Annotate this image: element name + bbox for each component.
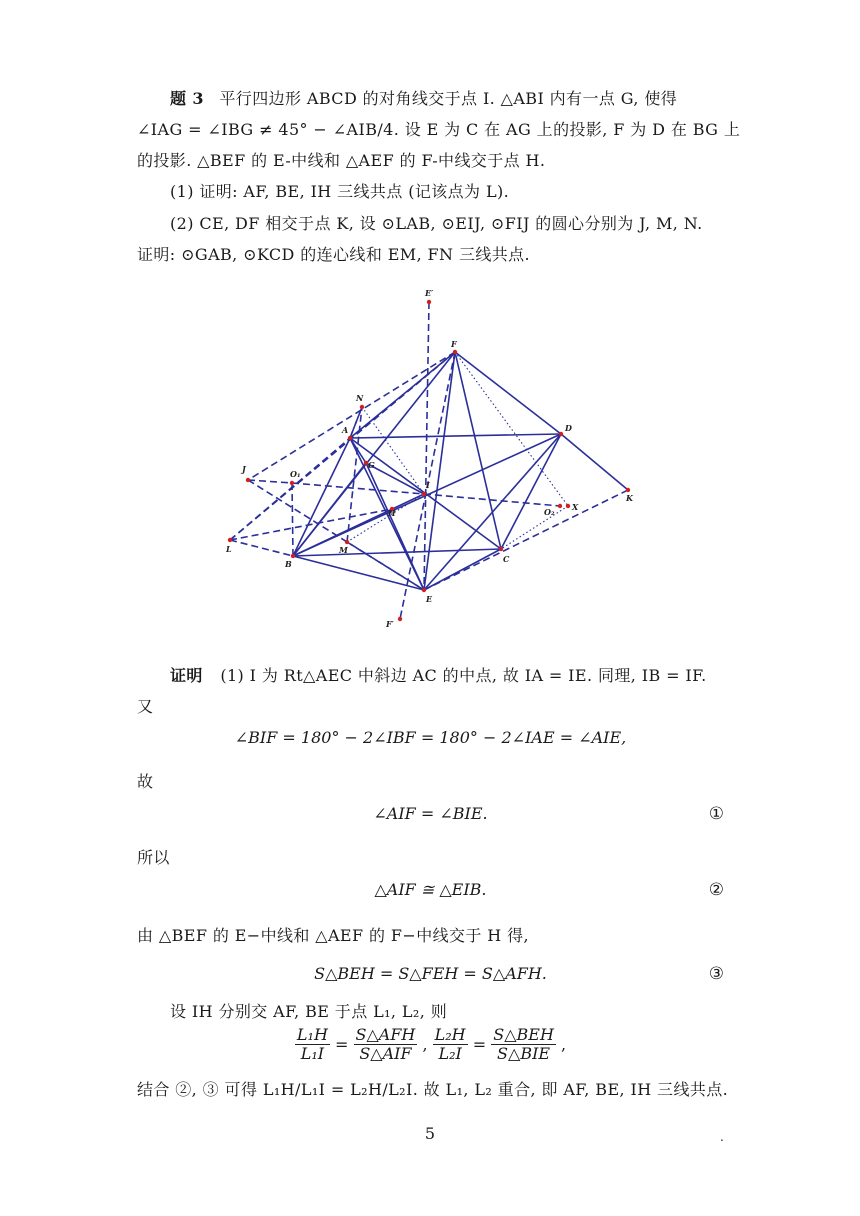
equation-2-number: ① bbox=[708, 804, 724, 824]
segment-X-C bbox=[501, 506, 568, 549]
point-X bbox=[566, 504, 570, 508]
segment-E′-E bbox=[424, 302, 429, 590]
fraction-2-den: S△AIF bbox=[359, 1044, 412, 1063]
proof-line-1 bbox=[170, 665, 724, 687]
problem-label: 题 3 bbox=[170, 89, 204, 108]
problem-part-2b: 证明: ⊙GAB, ⊙KCD 的连心线和 EM, FN 三线共点. bbox=[137, 245, 531, 264]
geometry-figure bbox=[0, 280, 860, 640]
equation-3: △AIF ≅ △EIB. bbox=[374, 880, 487, 899]
point-I bbox=[422, 492, 426, 496]
point-label-O₁: O₁ bbox=[290, 469, 301, 479]
point-E′ bbox=[427, 300, 431, 304]
problem-line-2: ∠IAG = ∠IBG ≠ 45° − ∠AIB/4. 设 E 为 C 在 AG 上的投影, F 为 D 在 BG 上 bbox=[137, 120, 741, 139]
problem-part-2a: (2) CE, DF 相交于点 K, 设 ⊙LAB, ⊙EIJ, ⊙FIJ 的圆心分别为 J, M, N. bbox=[170, 214, 703, 233]
page-number: 5 bbox=[424, 1124, 436, 1143]
fraction-4-num: S△BEH bbox=[493, 1025, 554, 1044]
point-label-H: H bbox=[388, 508, 396, 518]
point-N bbox=[360, 405, 364, 409]
point-M bbox=[345, 540, 349, 544]
fraction-3-den: L₂I bbox=[438, 1044, 462, 1063]
point-label-C: C bbox=[503, 554, 510, 564]
fraction-1-den: L₁I bbox=[300, 1044, 325, 1063]
point-label-N: N bbox=[356, 393, 364, 403]
segment-I-O₂ bbox=[424, 494, 560, 506]
point-C bbox=[499, 547, 503, 551]
segment-F-J bbox=[248, 352, 455, 480]
point-label-O₂: O₂ bbox=[544, 507, 555, 517]
proof-line-3: 设 IH 分别交 AF, BE 于点 L₁, L₂, 则 bbox=[170, 1002, 448, 1021]
fraction-1-num: L₁H bbox=[296, 1025, 328, 1044]
segment-E-D bbox=[424, 434, 561, 590]
segment-O₁-I bbox=[292, 483, 424, 494]
point-D bbox=[559, 432, 563, 436]
point-label-D: D bbox=[565, 423, 572, 433]
segment-A-D bbox=[350, 434, 561, 438]
proof-label: 证明 bbox=[170, 666, 203, 685]
point-label-E′: E′ bbox=[425, 288, 434, 298]
equation-5: $\frac{\text{L₁H}}{\text{L₁I}}$ = $\frac{\text{S△AFH}}{\text{S△AIF}}$ , $\frac{\text{L₂H}}{\text{L₂I}}$ = $\frac{\text{S△BEH}}{\text{S△BIE}}$ , bbox=[296, 1025, 567, 1063]
equation-1: ∠BIF = 180° − 2∠IBF = 180° − 2∠IAE = ∠AIE, bbox=[234, 728, 627, 747]
point-O₂ bbox=[558, 504, 562, 508]
proof-suoyi: 所以 bbox=[137, 848, 170, 867]
fraction-3-num: L₂H bbox=[434, 1025, 466, 1044]
segment-F-X bbox=[455, 352, 568, 506]
point-label-F′: F′ bbox=[386, 619, 394, 629]
point-label-E: E bbox=[426, 594, 433, 604]
point-F bbox=[453, 350, 457, 354]
fraction-2-num: S△AFH bbox=[355, 1025, 416, 1044]
point-label-J: J bbox=[242, 464, 246, 474]
fraction-4-den: S△BIE bbox=[497, 1044, 551, 1063]
segment-F-E bbox=[424, 352, 455, 590]
point-label-L: L bbox=[226, 544, 232, 554]
proof-line-1b: 又 bbox=[137, 697, 154, 716]
point-label-F: F bbox=[451, 339, 457, 349]
equation-2: ∠AIF = ∠BIE. bbox=[373, 804, 488, 823]
segment-L-H bbox=[230, 509, 392, 540]
segment-C-B bbox=[293, 549, 501, 556]
segment-L-B bbox=[230, 540, 293, 556]
corner-mark: . bbox=[720, 1130, 724, 1144]
fraction-1 bbox=[295, 1026, 330, 1063]
segment-J-O₁ bbox=[248, 480, 292, 483]
equation-3-number: ② bbox=[708, 880, 724, 900]
fraction-3 bbox=[433, 1026, 468, 1063]
problem-line-1 bbox=[137, 88, 724, 110]
proof-gu: 故 bbox=[137, 772, 154, 791]
point-E bbox=[422, 588, 426, 592]
segment-O₁-B bbox=[292, 483, 293, 556]
equation-4-number: ③ bbox=[708, 964, 724, 984]
point-F′ bbox=[398, 617, 402, 621]
point-J bbox=[246, 478, 250, 482]
point-label-K: K bbox=[626, 493, 633, 503]
point-L bbox=[228, 538, 232, 542]
point-label-M: M bbox=[339, 545, 348, 555]
problem-line-3: 的投影. △BEF 的 E-中线和 △AEF 的 F-中线交于点 H. bbox=[137, 151, 546, 170]
problem-part-1: (1) 证明: AF, BE, IH 三线共点 (记该点为 L). bbox=[170, 182, 510, 201]
segment-D-K bbox=[561, 434, 628, 490]
point-A bbox=[348, 436, 352, 440]
point-label-X: X bbox=[572, 502, 579, 512]
fraction-4 bbox=[491, 1026, 556, 1063]
proof-line-2: 由 △BEF 的 E−中线和 △AEF 的 F−中线交于 H 得, bbox=[137, 926, 530, 945]
proof-text-1: (1) I 为 Rt△AEC 中斜边 AC 的中点, 故 IA = IE. 同理, IB = IF. bbox=[220, 666, 707, 685]
point-label-G: G bbox=[368, 460, 375, 470]
segment-E-B bbox=[293, 556, 424, 590]
segment-M-I bbox=[347, 494, 424, 542]
point-O₁ bbox=[290, 481, 294, 485]
point-K bbox=[626, 488, 630, 492]
point-label-B: B bbox=[285, 559, 292, 569]
point-label-A: A bbox=[342, 425, 349, 435]
fraction-2 bbox=[354, 1026, 418, 1063]
problem-text-1: 平行四边形 ABCD 的对角线交于点 I. △ABI 内有一点 G, 使得 bbox=[219, 89, 678, 108]
equation-4: S△BEH = S△FEH = S△AFH. bbox=[314, 964, 547, 983]
point-label-I: I bbox=[426, 480, 430, 490]
point-B bbox=[291, 554, 295, 558]
segment-E-K bbox=[424, 490, 628, 590]
segment-B-G bbox=[293, 463, 366, 556]
proof-line-4: 结合 ②, ③ 可得 L₁H/L₁I = L₂H/L₂I. 故 L₁, L₂ 重合, 即 AF, BE, IH 三线共点. bbox=[137, 1080, 729, 1099]
